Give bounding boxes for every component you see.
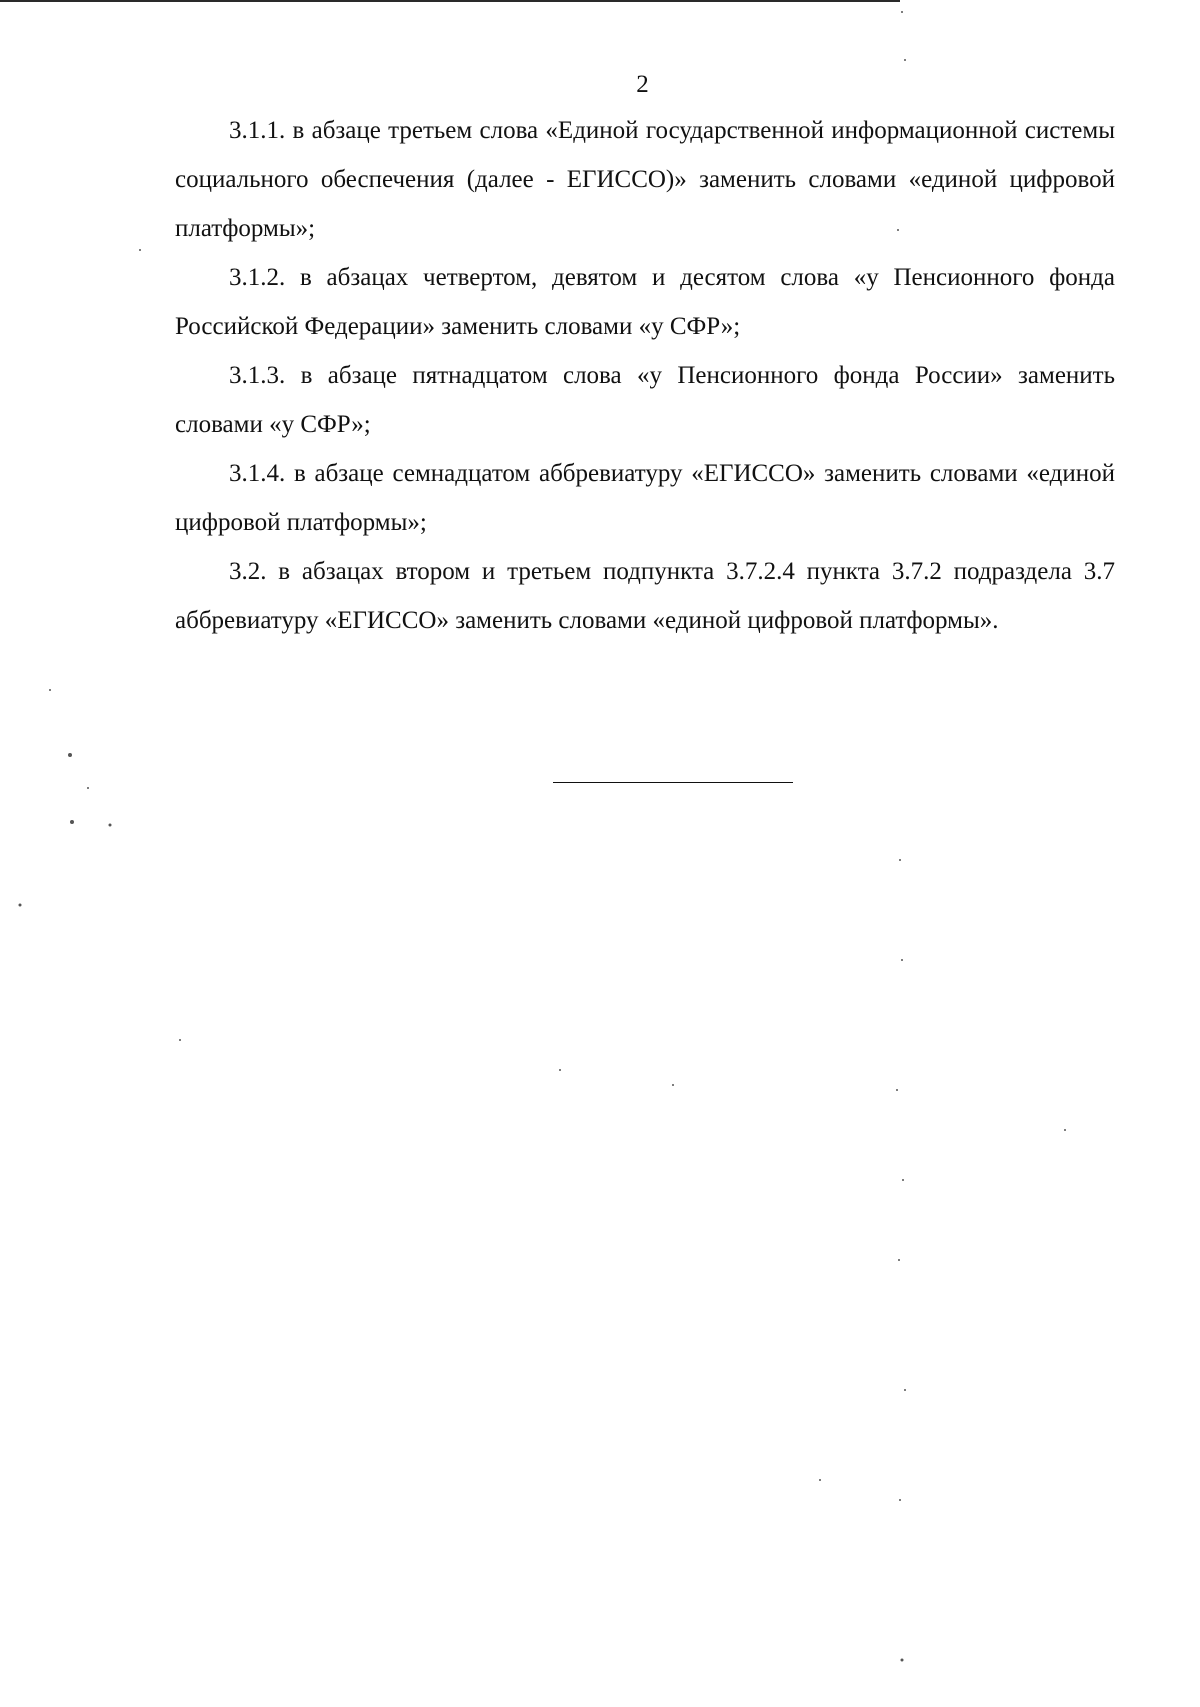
paragraph-3-1-3: 3.1.3. в абзаце пятнадцатом слова «у Пенсионного фонда России» заменить словами «у СФР»; — [175, 362, 1115, 438]
paragraph-3-1-2: 3.1.2. в абзацах четвертом, девятом и десятом слова «у Пенсионного фонда Российской Федерации» заменить словами «у СФР»; — [175, 264, 1115, 340]
paragraph-3-2: 3.2. в абзацах втором и третьем подпункта 3.7.2.4 пункта 3.7.2 подраздела 3.7 аббревиатуру «ЕГИССО» заменить словами «единой цифровой платформы». — [175, 558, 1115, 634]
paragraph-3-1-4: 3.1.4. в абзаце семнадцатом аббревиатуру «ЕГИССО» заменить словами «единой цифровой платформы»; — [175, 460, 1115, 536]
scan-top-edge — [0, 0, 900, 2]
document-body — [175, 106, 1115, 645]
paragraph-3-1-1: 3.1.1. в абзаце третьем слова «Единой государственной информационной системы социального обеспечения (далее - ЕГИССО)» заменить словами «единой цифровой платформы»; — [175, 117, 1115, 242]
closing-rule — [553, 782, 793, 783]
page-number: 2 — [636, 71, 649, 98]
